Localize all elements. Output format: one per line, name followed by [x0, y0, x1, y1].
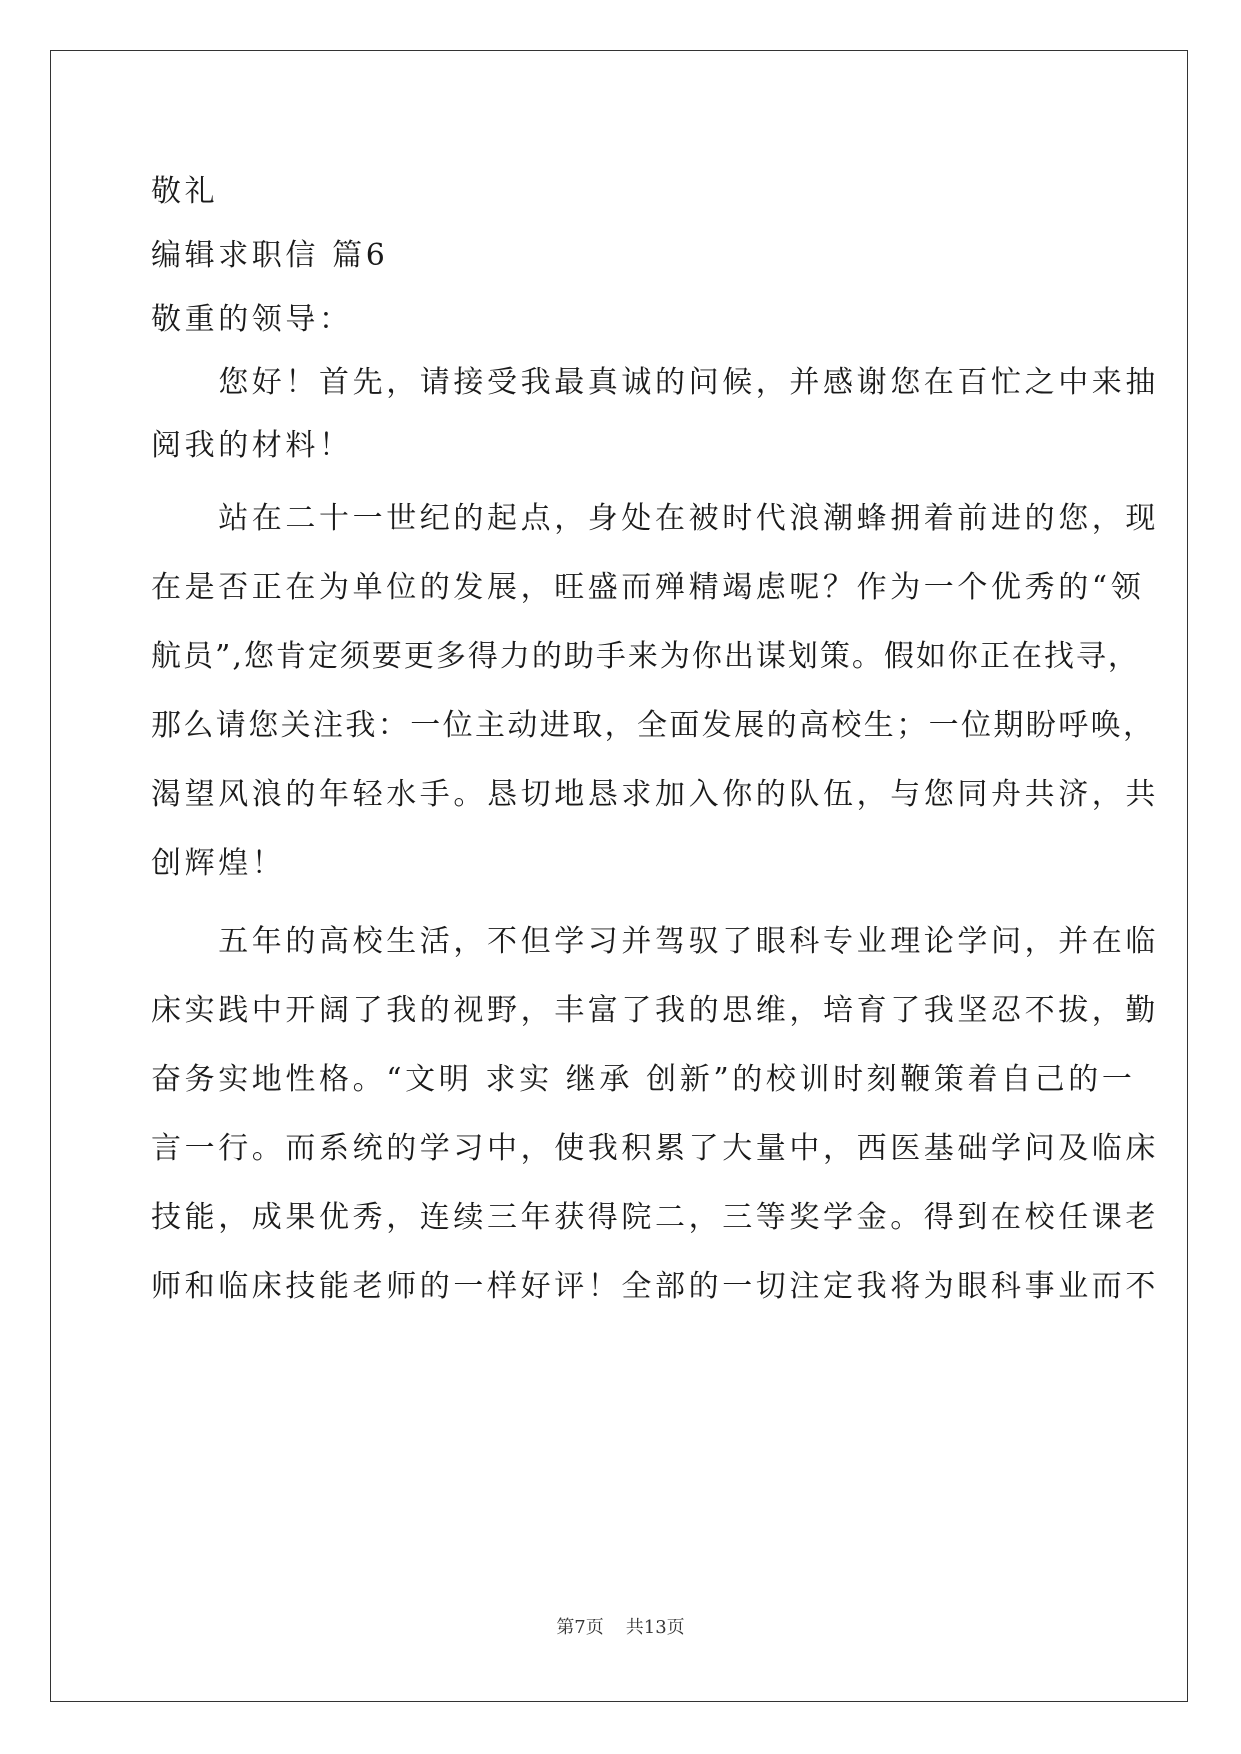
text-line: 言一行。而系统的学习中，使我积累了大量中，西医基础学问及临床: [151, 1131, 1159, 1166]
page-footer: [0, 1613, 1241, 1639]
text-line: 师和临床技能老师的一样好评！全部的一切注定我将为眼科事业而不: [151, 1269, 1159, 1304]
section-heading: 编辑求职信 篇6: [151, 238, 389, 273]
text-line: 床实践中开阔了我的视野，丰富了我的思维，培育了我坚忍不拔，勤: [151, 993, 1159, 1028]
salutation: 敬重的领导：: [151, 302, 353, 337]
text-line: 航员”,您肯定须要更多得力的助手来为你出谋划策。假如你正在找寻，: [151, 639, 1140, 674]
closing-line: 敬礼: [151, 174, 219, 209]
text-line: 五年的高校生活，不但学习并驾驭了眼科专业理论学问，并在临: [151, 924, 1159, 959]
text-line: 您好！首先，请接受我最真诚的问候，并感谢您在百忙之中来抽: [151, 365, 1159, 400]
text-line: 站在二十一世纪的起点，身处在被时代浪潮蜂拥着前进的您，现: [151, 501, 1159, 536]
page-total: 共13页: [625, 1617, 685, 1638]
text-line: 那么请您关注我：一位主动进取，全面发展的高校生；一位期盼呼唤，: [151, 708, 1156, 743]
text-line: 在是否正在为单位的发展，旺盛而殚精竭虑呢？作为一个优秀的“领: [151, 570, 1145, 605]
text-line: 阅我的材料！: [151, 428, 353, 463]
text-line: 创辉煌！: [151, 846, 286, 881]
letter-body: [151, 160, 1159, 1321]
text-line: 技能，成果优秀，连续三年获得院二，三等奖学金。得到在校任课老: [151, 1200, 1159, 1235]
text-line: 渴望风浪的年轻水手。恳切地恳求加入你的队伍，与您同舟共济，共: [151, 777, 1159, 812]
text-line: 奋务实地性格。“文明 求实 继承 创新”的校训时刻鞭策着自己的一: [151, 1062, 1136, 1097]
page-number: 第7页: [556, 1617, 604, 1638]
